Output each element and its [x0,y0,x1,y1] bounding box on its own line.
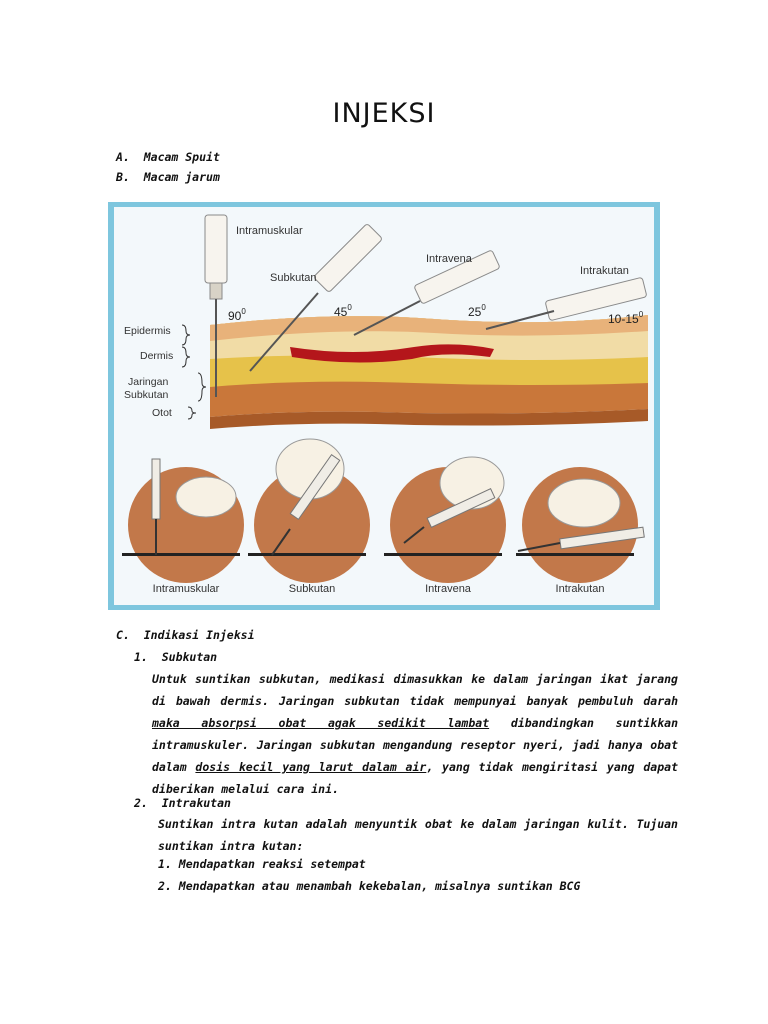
layer-label-epidermis: Epidermis [124,325,171,337]
section-b-label: Macam jarum [143,170,220,184]
layer-label-jaringan: Jaringan [128,376,169,388]
item-subkutan-heading [134,650,217,664]
caption-intrakutan: Intrakutan [555,583,605,595]
label-intravena: Intravena [426,253,472,265]
circle-intravena [384,457,506,583]
circle-intrakutan [516,467,644,583]
paragraph-intrakutan: Suntikan intra kutan adalah menyuntik obat ke dalam jaringan kulit. Tujuan suntikan intra kutan: [158,817,678,853]
subkutan-text-1: Untuk suntikan subkutan, medikasi dimasukkan ke dalam jaringan ikat jarang di bawah dermis. Jaringan subkutan tidak mempunyai banyak pembuluh darah [152,672,678,708]
angle-90: $90^0$ [228,307,246,323]
page-title: INJEKSI [332,98,436,129]
item-subkutan-marker: 1. [134,650,148,664]
section-c-marker: C. [116,628,130,642]
brace-epidermis [182,325,190,345]
section-a-label: Macam Spuit [143,150,220,164]
label-intrakutan: Intrakutan [580,265,629,277]
caption-subkutan: Subkutan [288,583,336,595]
layer-label-otot: Otot [152,407,172,419]
layer-label-dermis: Dermis [140,350,174,362]
caption-intravena: Intravena [425,583,471,595]
skin-cross-section [210,315,648,429]
subkutan-underline-2: dosis kecil yang larut dalam air [195,760,427,774]
angle-10-15: $10-15^0$ [608,310,644,326]
circle-subkutan [248,439,370,583]
section-c-label: Indikasi Injeksi [143,628,255,642]
list-item-text: Mendapatkan reaksi setempat [178,857,366,871]
injection-illustration [108,202,660,610]
label-subkutan: Subkutan [270,272,317,284]
brace-otot [188,407,196,419]
subkutan-text-3: , yang tidak mengiritasi yang dapat diberikan melalui cara ini. [152,760,679,796]
brace-subkutan [198,373,206,401]
section-a-marker: A. [116,150,130,164]
intrakutan-list-item-1 [158,857,366,871]
list-item-marker: 1. [158,857,172,871]
subkutan-underline-1: maka absorpsi obat agak sedikit lambat [152,716,490,730]
list-item-marker: 2. [158,879,172,893]
caption-intramuskular: Intramuskular [152,583,220,595]
angle-25: $25^0$ [468,303,486,319]
label-intramuskular: Intramuskular [236,225,303,237]
paragraph-subkutan [152,668,678,800]
list-item-text: Mendapatkan atau menambah kekebalan, misalnya suntikan BCG [178,879,581,893]
circle-intramuskular [122,459,244,583]
section-b [116,170,220,184]
section-b-marker: B. [116,170,130,184]
section-a [116,150,220,164]
item-intrakutan-title: Intrakutan [161,796,231,810]
item-intrakutan-heading [134,796,231,810]
subkutan-text-2: dibandingkan suntikkan intramuskuler. Jaringan subkutan mengandung reseptor nyeri, jadi hanya obat dalam [152,716,678,774]
injection-diagram-svg [114,207,654,605]
layer-label-subkutan: Subkutan [124,389,169,401]
section-c [116,628,255,642]
angle-45: $45^0$ [334,303,352,319]
item-intrakutan-marker: 2. [134,796,148,810]
item-subkutan-title: Subkutan [161,650,218,664]
intrakutan-list-item-2 [158,879,580,893]
brace-dermis [182,347,190,367]
